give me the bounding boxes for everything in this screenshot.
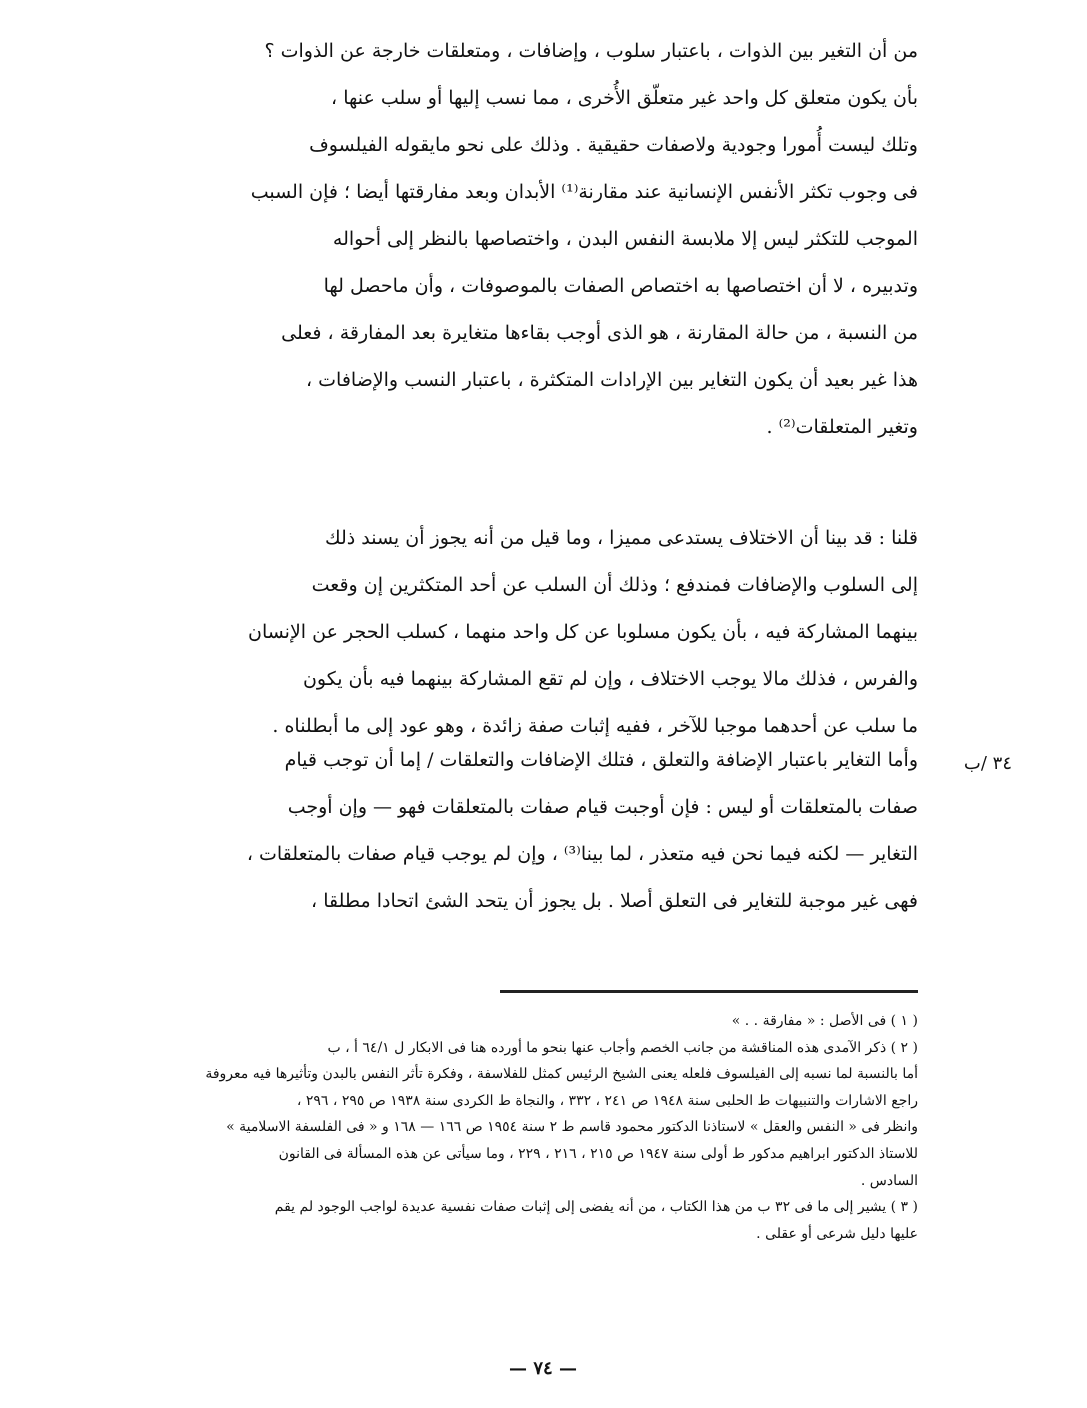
text-line: بينهما المشاركة فيه ، بأن يكون مسلوبا عن كل واحد منهما ، كسلب الحجر عن الإنسان: [247, 621, 918, 643]
text-line: وأما التغاير باعتبار الإضافة والتعلق ، فتلك الإضافات والتعلقات / إما أن توجب قيام: [284, 749, 918, 771]
text-line: بأن يكون متعلق كل واحد غير متعلّق الأُخرى ، مما نسب إليها أو سلب عنها ،: [331, 87, 918, 109]
text-line: صفات بالمتعلقات أو ليس : فإن أوجبت قيام صفات بالمتعلقات فهو — وإن أوجب: [287, 796, 918, 818]
text-line: قلنا : قد بينا أن الاختلاف يستدعى مميزا ، وما قيل من أنه يجوز أن يسند ذلك: [324, 527, 918, 549]
text-line: فى وجوب تكثر الأنفس الإنسانية عند مقارنة⁽¹⁾ الأبدان وبعد مفارقتها أيضا ؛ فإن السبب: [250, 181, 918, 203]
footnote-1: [92, 1008, 918, 1035]
text-line: وتدبيره ، لا أن اختصاصها به اختصاص الصفات بالموصوفات ، وأن ماحصل لها: [323, 275, 918, 297]
body-paragraph-3: [96, 737, 918, 925]
footnote-2: [92, 1035, 918, 1195]
text-line: من النسبة ، من حالة المقارنة ، هو الذى أوجب بقاءها متغايرة بعد المفارقة ، فعلى: [281, 322, 918, 344]
text-line: التغاير — لكنه فيما نحن فيه متعذر ، لما بينا⁽³⁾ ، وإن لم يوجب قيام صفات بالمتعلقات ،: [246, 843, 918, 865]
text-line: من أن التغير بين الذوات ، باعتبار سلوب ، وإضافات ، ومتعلقات خارجة عن الذوات ؟: [264, 40, 918, 62]
footnote-divider: [500, 990, 918, 993]
footnote-3: [92, 1194, 918, 1247]
footnote-line: للاستاذ الدكتور ابراهيم مدكور ط أولى سنة ١٩٤٧ ص ٢١٥ ، ٢١٦ ، ٢٢٩ ، وما سيأتى عن هذه المسألة فى القانون: [278, 1145, 918, 1162]
footnotes-section: [92, 1008, 918, 1247]
footnote-line: عليها دليل شرعى أو عقلى .: [756, 1225, 918, 1242]
text-line: والفرس ، فذلك مالا يوجب الاختلاف ، وإن لم تقع المشاركة بينهما فيه بأن يكون: [302, 668, 918, 690]
footnote-line: السادس .: [860, 1172, 918, 1189]
footnote-line: ( ١ ) فى الأصل : « مفارقة . . »: [731, 1013, 918, 1029]
text-line: ما سلب عن أحدهما موجبا للآخر ، ففيه إثبات صفة زائدة ، وهو عود إلى ما أبطلناه .: [272, 715, 918, 737]
footnote-line: أما بالنسبة لما نسبه إلى الفيلسوف فلعله يعنى الشيخ الرئيس كمثل للفلاسفة ، وفكرة تأثر النفس بالبدن وتأثيرها فيه معروفة: [205, 1066, 918, 1083]
body-paragraph-1: [96, 28, 918, 451]
body-paragraph-2: [96, 515, 918, 750]
text-line: وتلك ليست أُمورا وجودية ولاصفات حقيقية . وذلك على نحو مايقوله الفيلسوف: [309, 134, 918, 156]
footnote-line: ( ٣ ) يشير إلى ما فى ٣٢ ب من هذا الكتاب ، من أنه يفضى إلى إثبات صفات نفسية عديدة لواجب الوجود لم يقم: [274, 1199, 918, 1216]
text-line: الموجب للتكثر ليس إلا ملابسة النفس البدن ، واختصاصها بالنظر إلى أحواله: [332, 228, 918, 250]
page-number: — ٧٤ —: [509, 1358, 577, 1379]
text-line: فهى غير موجبة للتغاير فى التعلق أصلا . بل يجوز أن يتحد الشئ اتحادا مطلقا ،: [311, 890, 918, 912]
text-line: هذا غير بعيد أن يكون التغاير بين الإرادات المتكثرة ، باعتبار النسب والإضافات ،: [305, 369, 918, 391]
footnote-line: راجع الاشارات والتنبيهات ط الحلبى سنة ١٩٤٨ ص ٢٤١ ، ٣٣٢ ، والنجاة ط الكردى سنة ١٩٣٨ ص ٢٩٥ ، ٢٩٦ ،: [296, 1092, 918, 1109]
text-line: وتغير المتعلقات⁽²⁾ .: [766, 416, 918, 438]
margin-folio-note: ٣٤ /ب: [963, 753, 1012, 774]
text-line: إلى السلوب والإضافات فمندفع ؛ وذلك أن السلب عن أحد المتكثرين إن وقعت: [311, 574, 918, 596]
footnote-line: ( ٢ ) ذكر الآمدى هذه المناقشة من جانب الخصم وأجاب عنها بنحو ما أورده هنا فى الابكار ل ٦٤/١ أ ، ب: [327, 1039, 918, 1056]
footnote-line: وانظر فى « النفس والعقل » لاستاذنا الدكتور محمود قاسم ط ٢ سنة ١٩٥٤ ص ١٦٦ — ١٦٨ و « فى الفلسفة الاسلامية »: [226, 1119, 918, 1136]
